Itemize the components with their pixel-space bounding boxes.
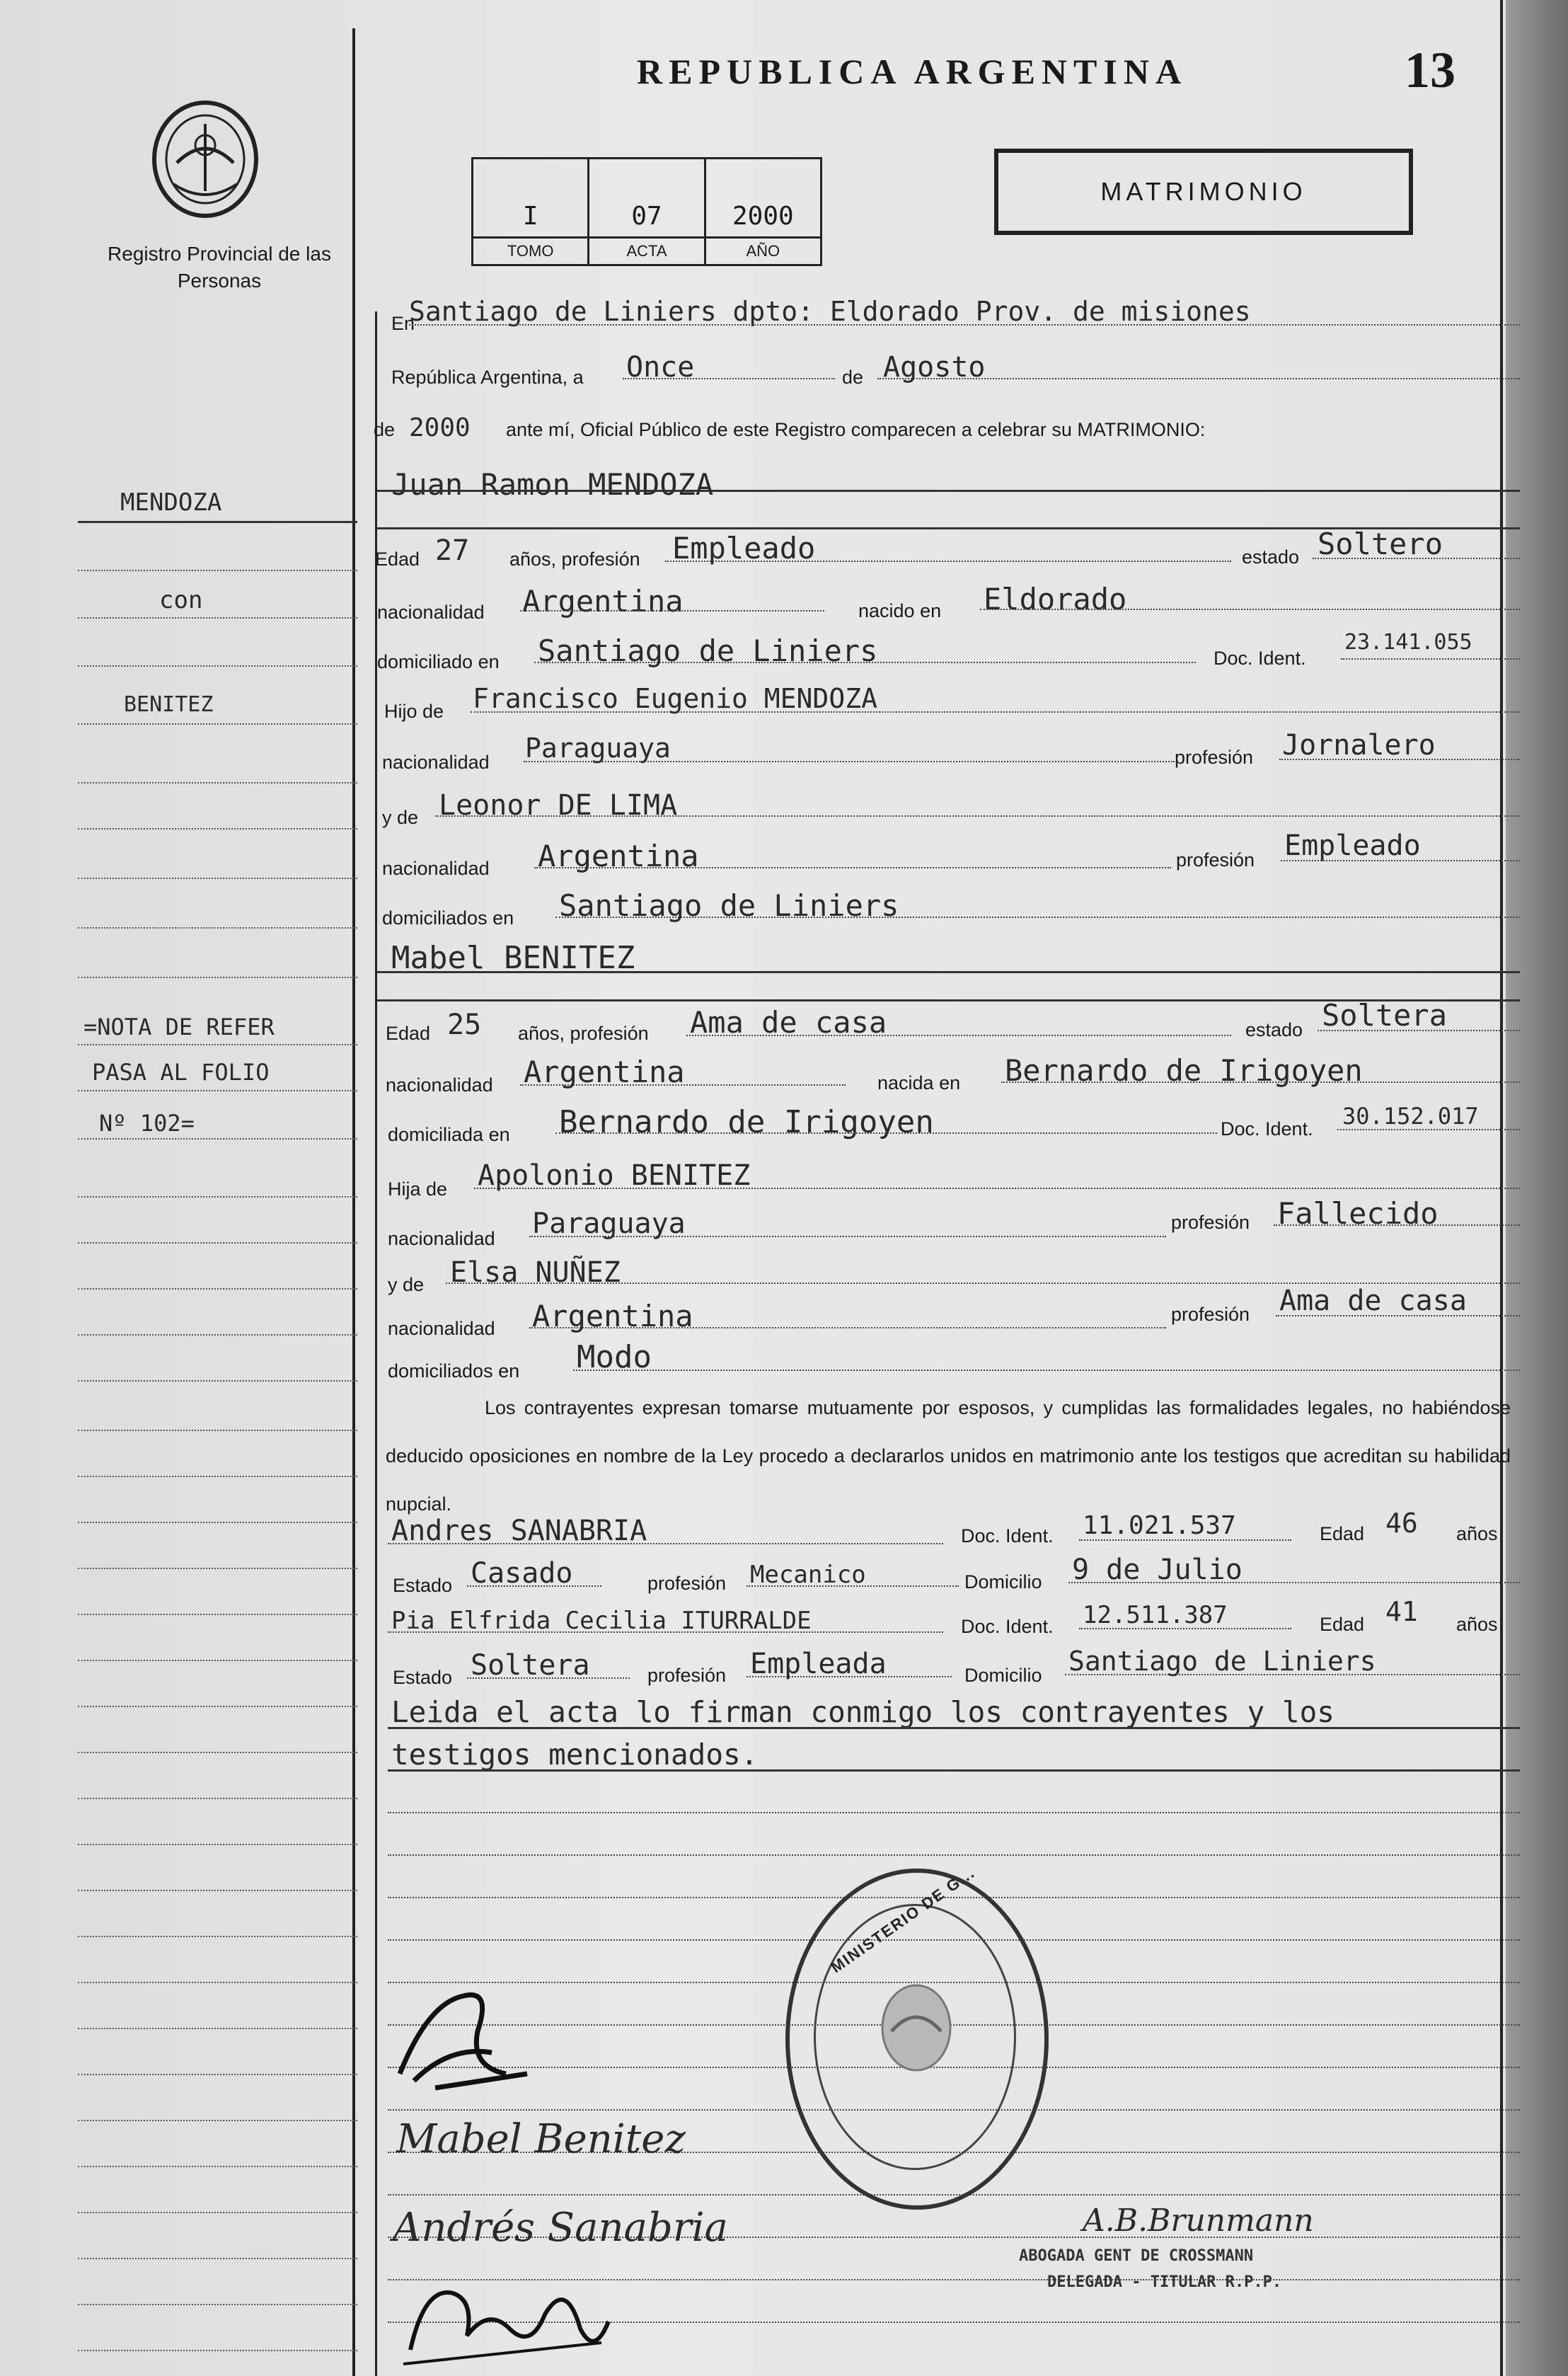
bride-father-nationality: Paraguaya — [532, 1207, 686, 1240]
label-hijo: Hijo de — [384, 701, 444, 722]
label-de-year: de — [374, 419, 396, 440]
groom-doc: 23.141.055 — [1344, 630, 1472, 655]
margin-rule — [78, 2166, 357, 2167]
label-edad: Edad — [1320, 1614, 1365, 1635]
country-title: REPUBLICA ARGENTINA — [637, 52, 1188, 91]
label-y-de: y de — [388, 1274, 425, 1295]
official-stamp-line-1: ABOGADA GENT DE CROSSMANN — [1019, 2247, 1254, 2265]
label-profesion: profesión — [647, 1573, 727, 1594]
label-estado: estado — [1242, 546, 1300, 568]
groom-birthplace: Eldorado — [984, 582, 1127, 616]
margin-rule — [78, 1288, 357, 1290]
margin-rule — [78, 617, 357, 619]
label-hija: Hija de — [388, 1178, 448, 1200]
rule — [435, 815, 1520, 817]
margin-rule — [78, 665, 357, 667]
label-nacionalidad: nacionalidad — [386, 1074, 493, 1096]
groom-name: Juan Ramon MENDOZA — [391, 467, 714, 502]
page-number: 13 — [1405, 42, 1455, 98]
margin-rule — [78, 1138, 357, 1140]
rule — [1313, 558, 1520, 559]
closing-line-2: testigos mencionados. — [391, 1738, 759, 1772]
witness2-doc: 12.511.387 — [1083, 1601, 1228, 1629]
month-value: Agosto — [883, 351, 986, 384]
rule — [746, 1585, 959, 1587]
label-nacionalidad: nacionalidad — [382, 858, 490, 879]
bride-father-profession: Fallecido — [1277, 1196, 1439, 1231]
rule — [1079, 1539, 1291, 1541]
rule — [1274, 1224, 1520, 1226]
rule — [471, 711, 1520, 713]
margin-rule — [78, 1522, 357, 1523]
bride-signature: Mabel Benitez — [396, 2116, 686, 2162]
rule — [474, 1188, 1520, 1189]
label-nacionalidad: nacionalidad — [388, 1228, 495, 1249]
rule — [877, 378, 1520, 379]
witness1-status: Casado — [471, 1557, 573, 1590]
official-signature: A.B.Brunmann — [1083, 2203, 1314, 2239]
margin-rule — [78, 977, 357, 978]
witness2-age: 41 — [1385, 1596, 1418, 1627]
anio-cell: 2000 AÑO — [706, 159, 820, 264]
round-stamp-text: MINISTERIO DE G... — [827, 1863, 979, 1977]
margin-rule — [78, 1568, 357, 1569]
witness1-address: 9 de Julio — [1072, 1554, 1243, 1586]
margin-rule — [78, 1476, 357, 1477]
label-y-de: y de — [382, 807, 419, 828]
rule — [686, 1035, 1231, 1036]
rule — [467, 1677, 630, 1679]
margin-rule — [78, 2350, 357, 2351]
groom-mother-profession: Empleado — [1284, 830, 1421, 862]
bride-age: 25 — [447, 1009, 482, 1041]
label-estado: estado — [1245, 1019, 1303, 1040]
label-doc-ident: Doc. Ident. — [1221, 1118, 1313, 1140]
rule — [529, 1236, 1166, 1237]
rule — [388, 1631, 943, 1633]
margin-rule — [78, 1242, 357, 1244]
witness-signature: Andrés Sanabria — [393, 2205, 728, 2251]
rule — [1281, 860, 1520, 861]
margin-rule — [78, 1982, 357, 1983]
label-profesion: profesión — [1176, 849, 1255, 871]
margin-rule — [78, 1890, 357, 1891]
rule — [388, 1727, 1520, 1729]
label-republica: República Argentina, a — [391, 367, 584, 388]
witness1-doc: 11.021.537 — [1083, 1511, 1236, 1540]
rule — [534, 662, 1196, 663]
margin-note-line3: Nº 102= — [99, 1110, 195, 1137]
margin-rule — [78, 1752, 357, 1753]
label-domicilio: Domicilio — [964, 1665, 1042, 1686]
label-domiciliada: domiciliada en — [388, 1124, 510, 1145]
rule — [1318, 1030, 1520, 1031]
label-de: de — [842, 367, 864, 388]
margin-rule — [78, 723, 357, 725]
margin-rule — [78, 1798, 357, 1799]
year-value: 2000 — [409, 413, 471, 442]
blank-line — [388, 1812, 1520, 1813]
acta-cell: 07 ACTA — [589, 159, 705, 264]
label-nacionalidad: nacionalidad — [388, 1318, 495, 1339]
bride-status: Soltera — [1322, 998, 1448, 1033]
rule — [467, 1585, 601, 1587]
label-estado: Estado — [393, 1575, 453, 1596]
rule — [1068, 1582, 1520, 1583]
margin-divider — [352, 28, 355, 2376]
groom-father-nationality: Paraguaya — [525, 733, 671, 764]
ante-mi-text: ante mí, Oficial Público de este Registro comparecen a celebrar su MATRIMONIO: — [506, 419, 1206, 440]
witness1-age: 46 — [1385, 1508, 1418, 1539]
margin-rule — [78, 878, 357, 879]
rule — [623, 378, 835, 379]
groom-mother: Leonor DE LIMA — [439, 789, 678, 822]
margin-connector: con — [159, 586, 203, 614]
margin-rule — [78, 1660, 357, 1661]
label-domiciliados: domiciliados en — [388, 1360, 520, 1382]
place-value: Santiago de Liniers dpto: Eldorado Prov. de misiones — [409, 296, 1251, 327]
rule — [409, 324, 1520, 326]
bride-mother-nationality: Argentina — [532, 1299, 693, 1333]
groom-mother-nationality: Argentina — [538, 839, 699, 873]
witness2-signature — [389, 2265, 623, 2371]
rule — [520, 1084, 846, 1086]
record-table — [471, 157, 822, 266]
margin-rule — [78, 1844, 357, 1845]
rule — [388, 1543, 943, 1544]
rule — [555, 917, 1520, 918]
day-value: Once — [626, 351, 695, 384]
margin-rule — [78, 828, 357, 830]
margin-rule — [78, 1936, 357, 1937]
witness1-profession: Mecanico — [750, 1561, 866, 1589]
margin-surname-bride: BENITEZ — [124, 692, 214, 717]
closing-line-1: Leida el acta lo firman conmigo los contrayentes y los — [391, 1695, 1334, 1729]
bride-mother: Elsa NUÑEZ — [450, 1256, 621, 1289]
label-domiciliado: domiciliado en — [377, 651, 500, 672]
act-type-box: MATRIMONIO — [994, 149, 1413, 235]
bride-name: Mabel BENITEZ — [391, 940, 635, 976]
label-nacido: nacido en — [858, 600, 942, 621]
label-doc-ident: Doc. Ident. — [961, 1525, 1054, 1546]
margin-rule — [78, 2120, 357, 2121]
margin-rule — [78, 2304, 357, 2305]
label-doc-ident: Doc. Ident. — [1214, 648, 1306, 669]
witness2-address: Santiago de Liniers — [1068, 1646, 1376, 1677]
label-nacida: nacida en — [877, 1072, 961, 1094]
label-anos-profesion: años, profesión — [509, 549, 640, 570]
rule — [1279, 759, 1520, 760]
rule — [1065, 1674, 1520, 1675]
rule — [665, 561, 1231, 562]
bride-parents-address: Modo — [577, 1339, 652, 1375]
bride-father: Apolonio BENITEZ — [478, 1159, 751, 1192]
margin-surname-groom: MENDOZA — [120, 488, 222, 517]
rule — [388, 1769, 1520, 1772]
provincial-seal-icon — [145, 92, 265, 226]
margin-rule — [78, 1706, 357, 1707]
label-edad: Edad — [375, 549, 420, 570]
label-edad: Edad — [386, 1023, 431, 1044]
margin-note-line2: PASA AL FOLIO — [92, 1059, 270, 1086]
bride-birthplace: Bernardo de Irigoyen — [1005, 1053, 1363, 1088]
bride-nationality: Argentina — [524, 1055, 685, 1089]
label-profesion: profesión — [1171, 1212, 1250, 1233]
witness2-name: Pia Elfrida Cecilia ITURRALDE — [391, 1607, 812, 1635]
label-domiciliados: domiciliados en — [382, 907, 514, 929]
margin-rule — [78, 2028, 357, 2029]
margin-rule — [78, 521, 357, 523]
rule — [524, 761, 1175, 762]
label-doc-ident: Doc. Ident. — [961, 1616, 1054, 1637]
official-stamp-line-2: DELEGADA - TITULAR R.P.P. — [1047, 2273, 1282, 2291]
blank-line — [388, 1854, 1520, 1856]
label-estado: Estado — [393, 1667, 453, 1688]
label-nacionalidad: nacionalidad — [377, 602, 485, 623]
witness1-name: Andres SANABRIA — [391, 1515, 647, 1547]
rule — [377, 490, 1520, 492]
rule — [1079, 1628, 1291, 1629]
stamp-emblem-icon — [874, 1975, 959, 2081]
witness2-status: Soltera — [471, 1649, 590, 1682]
margin-note-line1: =NOTA DE REFER — [83, 1014, 275, 1040]
rule — [446, 1282, 1520, 1284]
rule — [534, 867, 1171, 868]
rule — [746, 1676, 952, 1677]
groom-status: Soltero — [1318, 527, 1443, 561]
label-domicilio: Domicilio — [964, 1571, 1042, 1592]
label-profesion: profesión — [1171, 1304, 1250, 1325]
groom-father-profession: Jornalero — [1282, 729, 1436, 762]
label-edad: Edad — [1320, 1523, 1365, 1544]
margin-rule — [78, 1090, 357, 1091]
label-anos: años — [1456, 1523, 1498, 1544]
rule — [377, 971, 1520, 973]
label-profesion: profesión — [1175, 747, 1254, 768]
margin-rule — [78, 2212, 357, 2213]
rule — [520, 610, 824, 612]
label-en: En — [391, 313, 415, 334]
rule — [1001, 1081, 1520, 1083]
bride-address: Bernardo de Irigoyen — [559, 1104, 934, 1140]
groom-profession: Empleado — [672, 531, 816, 566]
registry-name: Registro Provincial de las Personas — [108, 243, 331, 292]
rule — [573, 1370, 1520, 1371]
tomo-cell: I TOMO — [473, 159, 589, 264]
groom-signature — [386, 1975, 541, 2102]
groom-father: Francisco Eugenio MENDOZA — [473, 683, 877, 714]
label-nacionalidad: nacionalidad — [382, 752, 490, 773]
declaration-text: Los contrayentes expresan tomarse mutuamente por esposos, y cumplidas las formalidades legales, no habiéndose deducido oposiciones en nombre de la Ley procedo a declararlos unidos en matrimonio ante los testigos que acreditan su habilidad nupcial. — [386, 1397, 1511, 1515]
groom-nationality: Argentina — [522, 584, 684, 619]
rule — [529, 1327, 1166, 1328]
margin-rule — [78, 1334, 357, 1336]
bride-mother-profession: Ama de casa — [1279, 1285, 1467, 1317]
rule — [1276, 1315, 1520, 1316]
groom-age: 27 — [435, 534, 470, 567]
margin-rule — [78, 782, 357, 784]
bride-doc: 30.152.017 — [1342, 1103, 1479, 1130]
rule — [980, 609, 1520, 610]
groom-address: Santiago de Liniers — [538, 633, 878, 668]
label-profesion: profesión — [647, 1665, 727, 1686]
margin-rule — [78, 1614, 357, 1615]
witness2-profession: Empleada — [750, 1648, 887, 1680]
margin-rule — [78, 1044, 357, 1045]
label-anos: años — [1456, 1614, 1498, 1635]
bride-profession: Ama de casa — [690, 1005, 887, 1040]
margin-rule — [78, 2074, 357, 2075]
margin-rule — [78, 570, 357, 571]
margin-rule — [78, 1196, 357, 1198]
groom-parents-address: Santiago de Liniers — [559, 888, 899, 923]
margin-rule — [78, 1430, 357, 1431]
rule — [555, 1132, 1217, 1134]
rule — [1337, 1129, 1520, 1130]
rule — [1341, 658, 1520, 660]
margin-rule — [78, 2258, 357, 2259]
label-anos-profesion: años, profesión — [518, 1023, 649, 1044]
margin-rule — [78, 927, 357, 929]
margin-rule — [78, 1380, 357, 1382]
